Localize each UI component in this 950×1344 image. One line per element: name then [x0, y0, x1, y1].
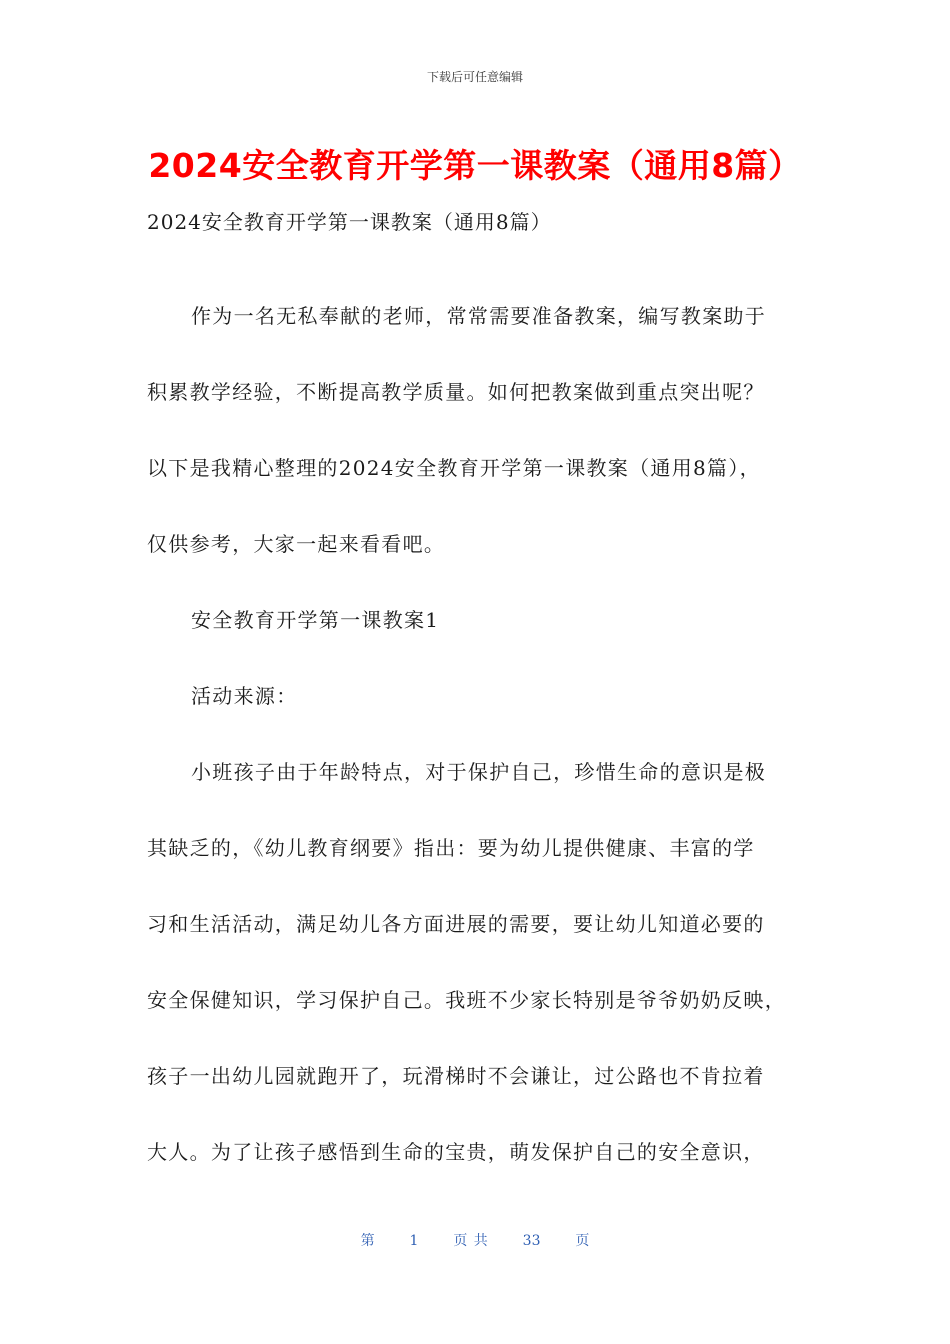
paragraph-line: 小班孩子由于年龄特点，对于保护自己，珍惜生命的意识是极: [191, 760, 767, 784]
document-title: 2024安全教育开学第一课教案（通用8篇）: [148, 146, 802, 185]
paragraph-line: 大人。为了让孩子感悟到生命的宝贵，萌发保护自己的安全意识，: [147, 1140, 765, 1164]
paragraph-line: 作为一名无私奉献的老师，常常需要准备教案，编写教案助于: [191, 304, 767, 328]
page-prefix: 第: [360, 1233, 375, 1249]
paragraph-line: 积累教学经验，不断提高教学质量。如何把教案做到重点突出呢？: [147, 380, 765, 404]
header-note: 下载后可任意编辑: [426, 70, 523, 84]
section-label: 活动来源：: [191, 684, 298, 708]
section-heading: 安全教育开学第一课教案1: [191, 608, 440, 632]
paragraph-line: 仅供参考，大家一起来看看吧。: [147, 532, 446, 556]
page-footer: [0, 1230, 950, 1250]
paragraph-line: 以下是我精心整理的2024安全教育开学第一课教案（通用8篇），: [147, 456, 761, 480]
document-body: [147, 202, 807, 1190]
paragraph-line: 其缺乏的，《幼儿教育纲要》指出：要为幼儿提供健康、丰富的学: [147, 836, 755, 860]
page-middle: 页 共: [453, 1233, 488, 1249]
document-subtitle: 2024安全教育开学第一课教案（通用8篇）: [147, 210, 552, 234]
page-number: 1: [409, 1233, 419, 1249]
paragraph-line: 习和生活活动，满足幼儿各方面进展的需要，要让幼儿知道必要的: [147, 912, 765, 936]
paragraph-line: 孩子一出幼儿园就跑开了，玩滑梯时不会谦让，过公路也不肯拉着: [147, 1064, 765, 1088]
paragraph-line: 安全保健知识，学习保护自己。我班不少家长特别是爷爷奶奶反映，: [147, 988, 786, 1012]
page-suffix: 页: [575, 1233, 590, 1249]
page-total: 33: [522, 1233, 541, 1249]
